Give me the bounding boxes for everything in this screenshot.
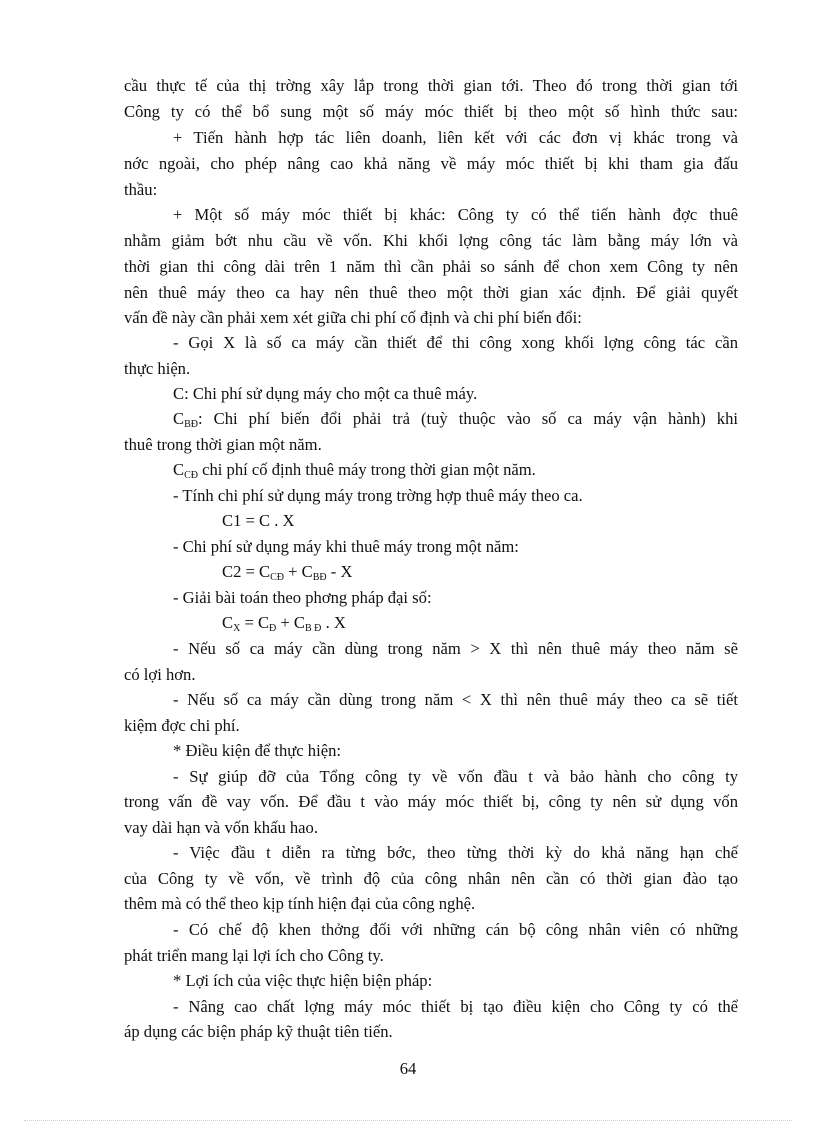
text-line: $C_{CĐ}$ chi phí cố định thuê máy trong thời gian một năm.: [173, 460, 536, 481]
text-line: - Tính chi phí sử dụng máy trong trờng hợp thuê máy theo ca.: [173, 486, 583, 505]
text-line: nớc ngoài, cho phép nâng cao khả năng về máy móc thiết bị khi tham gia đấu: [124, 154, 738, 173]
text-line: thuê trong thời gian một năm.: [124, 435, 322, 454]
text-line: thời gian thi công dài trên 1 năm thì cần phải so sánh để chon xem Công ty nên: [124, 257, 738, 276]
text-line: cầu thực tế của thị trờng xây lắp trong thời gian tới. Theo đó trong thời gian tới: [124, 76, 738, 95]
formula-c1: C1 = C . X: [222, 511, 295, 530]
text-line: + Tiến hành hợp tác liên doanh, liên kết với các đơn vị khác trong và: [173, 128, 738, 147]
text-line: vấn đề này cần phải xem xét giữa chi phí cố định và chi phí biến đổi:: [124, 308, 582, 327]
cost-symbol: $C_{BĐ}$: [173, 409, 198, 430]
text-line: - Gọi X là số ca máy cần thiết để thi công xong khối lợng công tác cần: [173, 333, 738, 352]
page-number: 64: [399, 1059, 417, 1078]
text-line: $C_{BĐ}$: Chi phí biến đổi phải trả (tuỳ thuộc vào số ca máy vận hành) khi: [173, 409, 738, 430]
section-heading: * Lợi ích của việc thực hiện biện pháp:: [173, 971, 433, 990]
page-edge-divider: [24, 1120, 792, 1121]
text-line: phát triển mang lại lợi ích cho Công ty.: [124, 946, 384, 965]
text-line: - Nâng cao chất lợng máy móc thiết bị tạo điều kiện cho Công ty có thể: [173, 997, 738, 1016]
text-line: - Nếu số ca máy cần dùng trong năm > X thì nên thuê máy theo năm sẽ: [173, 639, 738, 658]
text-line: - Nếu số ca máy cần dùng trong năm < X thì nên thuê máy theo ca sẽ tiết: [173, 690, 738, 709]
text-line: trong vấn đề vay vốn. Để đầu t vào máy móc thiết bị, công ty nên sử dụng vốn: [124, 792, 738, 811]
section-heading: * Điều kiện để thực hiện:: [173, 741, 341, 760]
formula-c2: $C2 = C_{CĐ} + C_{BĐ} - X$: [222, 562, 353, 583]
formula-cx: $C_X = C_Đ + C_{B Đ}$ . X: [222, 613, 346, 634]
text-line: nhằm giảm bớt nhu cầu về vốn. Khi khối lợng công tác làm bằng máy lớn và: [124, 231, 738, 250]
text-line: nên thuê máy theo ca hay nên thuê theo một thời gian xác định. Để giải quyết: [124, 283, 738, 302]
text-line: kiệm đợc chi phí.: [124, 716, 240, 735]
text-line: - Có chế độ khen thởng đối với những cán bộ công nhân viên có những: [173, 920, 738, 939]
text-line: - Chi phí sử dụng máy khi thuê máy trong một năm:: [173, 537, 519, 556]
text-line: thầu:: [124, 180, 158, 199]
text-line: - Việc đầu t diễn ra từng bớc, theo từng thời kỳ do khả năng hạn chế: [173, 843, 738, 862]
text-line: thực hiện.: [124, 359, 191, 378]
text-line: của Công ty về vốn, về trình độ của công nhân nên cần có thời gian đào tạo: [124, 869, 738, 888]
text-line: C: Chi phí sử dụng máy cho một ca thuê máy.: [173, 384, 478, 403]
text-line: vay dài hạn và vốn khấu hao.: [124, 818, 318, 837]
text-line: áp dụng các biện pháp kỹ thuật tiên tiến.: [124, 1022, 393, 1041]
text-line: + Một số máy móc thiết bị khác: Công ty có thể tiến hành đợc thuê: [173, 205, 738, 224]
text-line: Công ty có thể bổ sung một số máy móc thiết bị theo một số hình thức sau:: [124, 102, 738, 121]
text-line: - Sự giúp đỡ của Tổng công ty về vốn đầu t và bảo hành cho công ty: [173, 767, 738, 786]
text-line: thêm mà có thể theo kịp tính hiện đại của công nghệ.: [124, 894, 476, 913]
text-line: - Giải bài toán theo phơng pháp đại số:: [173, 588, 432, 607]
text-line: có lợi hơn.: [124, 665, 196, 684]
